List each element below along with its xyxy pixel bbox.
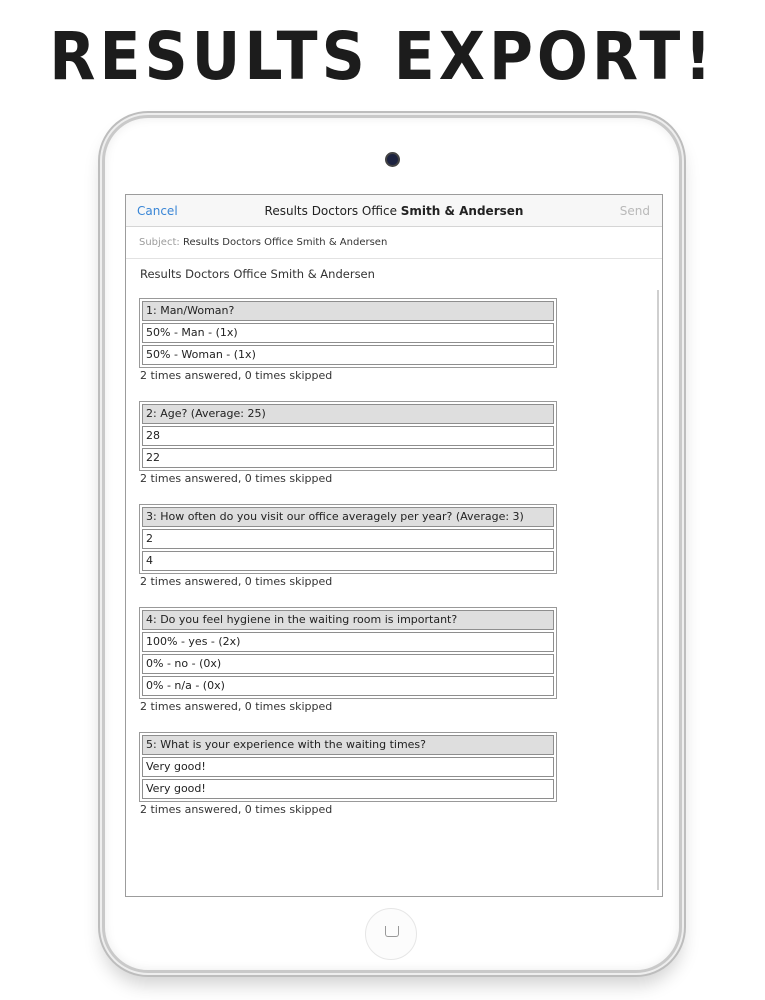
home-icon: [385, 926, 399, 937]
answer-cell: Very good!: [142, 779, 554, 799]
camera-icon: [387, 154, 398, 165]
question-table: [139, 401, 557, 471]
question-title: 3: How often do you visit our office averagely per year? (Average: 3): [142, 507, 554, 527]
answer-cell: 100% - yes - (2x): [142, 632, 554, 652]
question-title: 2: Age? (Average: 25): [142, 404, 554, 424]
question-summary: 2 times answered, 0 times skipped: [140, 575, 333, 588]
question-table: [139, 298, 557, 368]
answer-cell: 4: [142, 551, 554, 571]
question-title: 1: Man/Woman?: [142, 301, 554, 321]
mail-compose-screen: [125, 194, 663, 897]
question-title: 4: Do you feel hygiene in the waiting room is important?: [142, 610, 554, 630]
answer-cell: 2: [142, 529, 554, 549]
question-block: [140, 504, 640, 588]
question-summary: 2 times answered, 0 times skipped: [140, 369, 333, 382]
mail-body[interactable]: [140, 267, 640, 835]
subject-label: Subject:: [139, 237, 180, 248]
questions-list: [140, 298, 640, 816]
home-button[interactable]: [365, 908, 417, 960]
question-table: [139, 607, 557, 699]
answer-cell: 50% - Man - (1x): [142, 323, 554, 343]
answer-cell: 0% - n/a - (0x): [142, 676, 554, 696]
question-block: [140, 401, 640, 485]
question-summary: 2 times answered, 0 times skipped: [140, 700, 333, 713]
mail-title: [126, 204, 662, 218]
subject-value[interactable]: Results Doctors Office Smith & Andersen: [183, 237, 388, 248]
question-block: [140, 732, 640, 816]
subject-field[interactable]: [126, 227, 662, 259]
answer-cell: 50% - Woman - (1x): [142, 345, 554, 365]
answer-cell: 22: [142, 448, 554, 468]
answer-cell: 28: [142, 426, 554, 446]
mail-title-bold: Smith & Andersen: [400, 204, 524, 218]
mail-title-regular: Results Doctors Office: [264, 204, 397, 218]
question-block: [140, 298, 640, 382]
answer-cell: 0% - no - (0x): [142, 654, 554, 674]
body-title: Results Doctors Office Smith & Andersen: [140, 267, 375, 281]
send-button[interactable]: Send: [619, 204, 650, 218]
ipad-frame: [102, 115, 682, 973]
question-table: [139, 504, 557, 574]
question-title: 5: What is your experience with the waiting times?: [142, 735, 554, 755]
question-table: [139, 732, 557, 802]
scrollbar[interactable]: [657, 290, 659, 890]
headline: RESULTS EXPORT!: [49, 18, 716, 96]
answer-cell: Very good!: [142, 757, 554, 777]
cancel-button[interactable]: Cancel: [137, 204, 178, 218]
mail-navbar: [126, 195, 662, 227]
question-summary: 2 times answered, 0 times skipped: [140, 803, 333, 816]
question-block: [140, 607, 640, 713]
question-summary: 2 times answered, 0 times skipped: [140, 472, 333, 485]
